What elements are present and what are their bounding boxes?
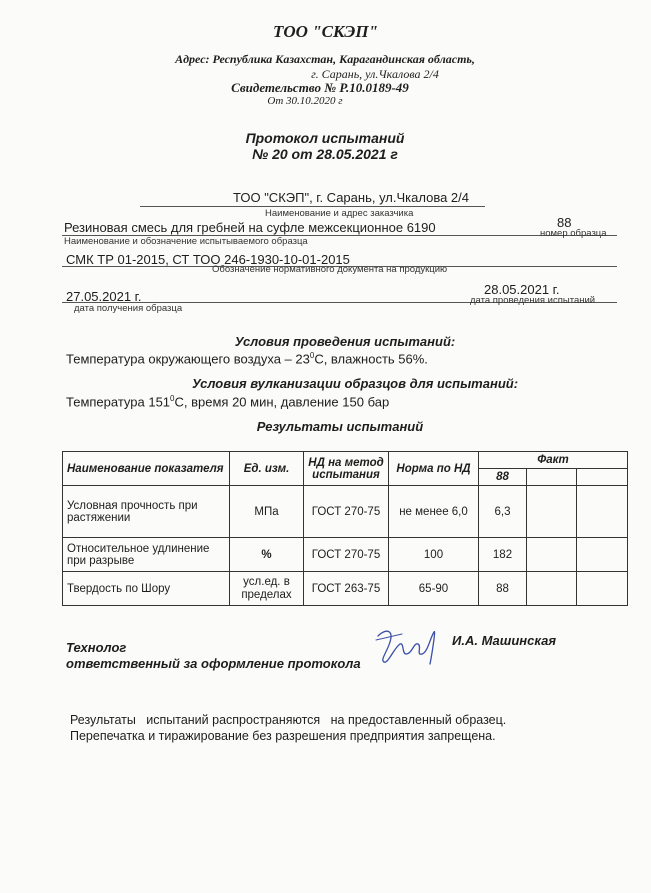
- normative-caption: Обозначение нормативного документа на продукцию: [212, 264, 448, 275]
- signer-name: И.А. Машинская: [452, 633, 557, 648]
- protocol-number: № 20 от 28.05.2021 г: [252, 146, 398, 162]
- cell-fact: 88: [479, 572, 527, 606]
- col-header-norm: Норма по НД: [389, 452, 479, 486]
- customer-value: ТОО "СКЭП", г. Сарань, ул.Чкалова 2/4: [233, 190, 469, 205]
- signature-role-2: ответственный за оформление протокола: [66, 656, 361, 671]
- col-header-unit: Ед. изм.: [230, 452, 304, 486]
- cell-method: ГОСТ 270-75: [304, 538, 389, 572]
- col-header-name: Наименование показателя: [63, 452, 230, 486]
- col-header-method: НД на метод испытания: [304, 452, 389, 486]
- sample-number-caption: номер образца: [540, 228, 607, 239]
- col-header-fact-sample: 88: [479, 469, 527, 486]
- footer-line-2: Перепечатка и тиражирование без разрешения предприятия запрещена.: [70, 729, 496, 743]
- cell-empty: [527, 486, 577, 538]
- cell-norm: не менее 6,0: [389, 486, 479, 538]
- cell-empty: [577, 538, 628, 572]
- table-row: [63, 572, 628, 606]
- customer-underline: [140, 206, 485, 207]
- cell-fact: 6,3: [479, 486, 527, 538]
- cell-unit: усл.ед. в пределах: [230, 572, 304, 606]
- received-date-value: 27.05.2021 г.: [66, 289, 142, 304]
- cell-fact: 182: [479, 538, 527, 572]
- col-header-fact-empty-2: [577, 469, 628, 486]
- organization-name: ТОО "СКЭП": [273, 22, 378, 41]
- test-date-value: 28.05.2021 г.: [484, 282, 560, 297]
- results-table: [62, 451, 628, 606]
- cell-name: Условная прочность при растяжении: [63, 486, 230, 538]
- table-row: [63, 486, 628, 538]
- cell-method: ГОСТ 263-75: [304, 572, 389, 606]
- sample-value: Резиновая смесь для гребней на суфле межсекционное 6190: [64, 220, 436, 235]
- cell-empty: [577, 572, 628, 606]
- cell-method: ГОСТ 270-75: [304, 486, 389, 538]
- address-line-1: Адрес: Республика Казахстан, Карагандинская область,: [175, 52, 475, 66]
- cell-name: Относительное удлинение при разрыве: [63, 538, 230, 572]
- vulcanization-text: Температура $151^0С$, время 20 мин, давление 150 бар: [66, 394, 390, 410]
- conditions-text: Температура окружающего воздуха – $23^0С$, влажность 56%.: [66, 351, 428, 367]
- signature-role-1: Технолог: [66, 640, 127, 655]
- footer-line-1: Результаты испытаний распространяются на предоставленный образец.: [70, 713, 507, 727]
- customer-caption: Наименование и адрес заказчика: [265, 208, 414, 219]
- protocol-title: Протокол испытаний: [245, 130, 405, 146]
- cell-empty: [577, 486, 628, 538]
- sample-number-value: 88: [557, 215, 572, 230]
- normative-value: СМК ТР 01-2015, СТ ТОО 246-1930-10-01-2015: [66, 252, 350, 267]
- cell-unit: %: [230, 538, 304, 572]
- conditions-heading: Условия проведения испытаний:: [234, 334, 456, 349]
- cell-unit: МПа: [230, 486, 304, 538]
- received-date-caption: дата получения образца: [74, 303, 183, 314]
- cell-empty: [527, 572, 577, 606]
- certificate-number: Свидетельство № Р.10.0189-49: [231, 80, 409, 95]
- cell-norm: 65-90: [389, 572, 479, 606]
- table-row: [63, 538, 628, 572]
- certificate-date: От 30.10.2020 г: [267, 95, 343, 107]
- cell-name: Твердость по Шору: [63, 572, 230, 606]
- address-line-2: г. Сарань, ул.Чкалова 2/4: [311, 67, 439, 81]
- results-heading: Результаты испытаний: [256, 419, 424, 434]
- cell-norm: 100: [389, 538, 479, 572]
- sample-caption: Наименование и обозначение испытываемого образца: [64, 236, 308, 247]
- cell-empty: [527, 538, 577, 572]
- test-date-caption: дата проведения испытаний: [470, 295, 596, 306]
- handwritten-signature: [372, 624, 452, 670]
- col-header-fact: Факт: [479, 452, 628, 469]
- col-header-fact-empty-1: [527, 469, 577, 486]
- vulcanization-heading: Условия вулканизации образцов для испытаний:: [191, 376, 519, 391]
